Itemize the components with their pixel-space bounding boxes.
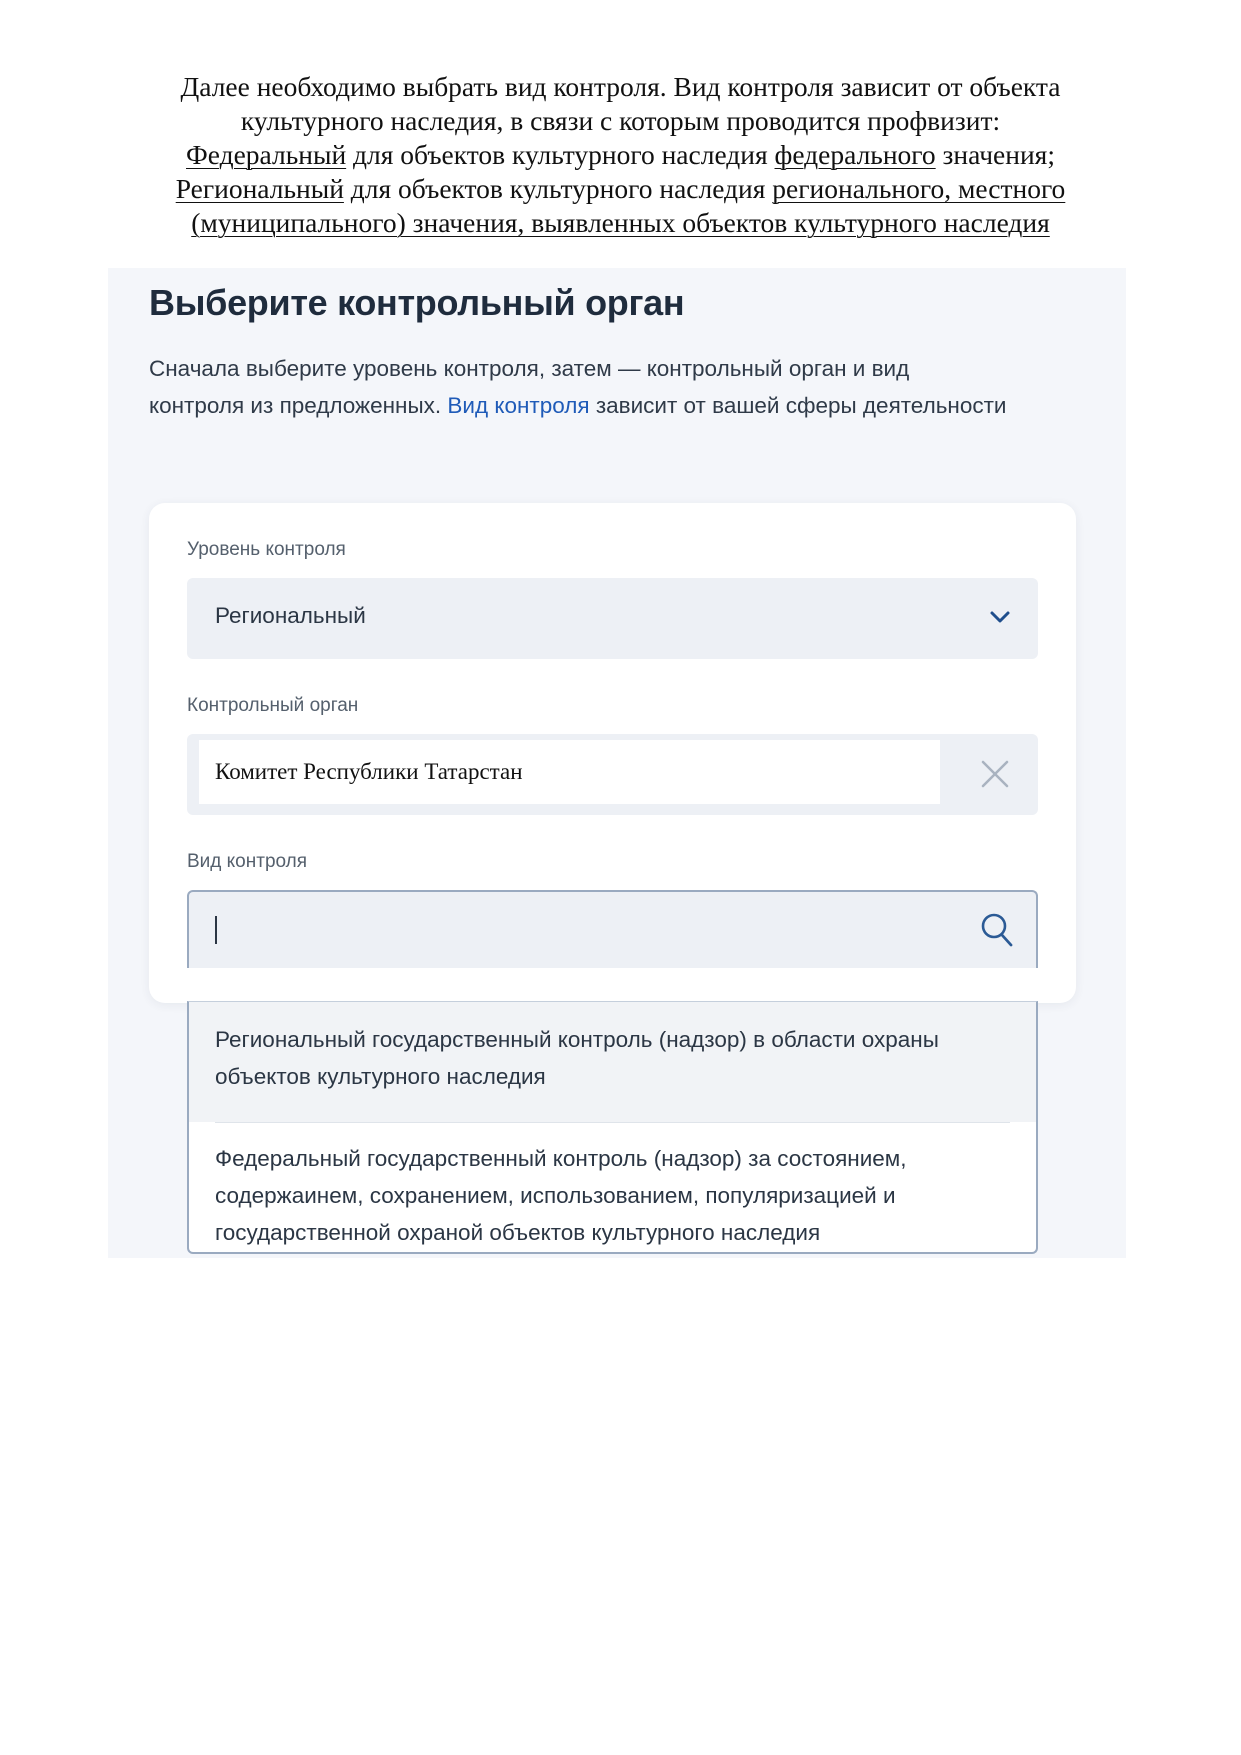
organ-label: Контрольный орган [187, 695, 359, 716]
form-card [149, 503, 1076, 1003]
kind-label: Вид контроля [187, 851, 308, 872]
kind-search-input[interactable] [187, 890, 1038, 968]
organ-field [187, 734, 1038, 815]
chevron-down-icon[interactable] [988, 608, 1012, 626]
text-caret [215, 916, 217, 944]
page-subtitle [149, 350, 1009, 424]
intro-line-1: Далее необходимо выбрать вид контроля. Вид контроля зависит от объекта [180, 71, 1061, 102]
level-select[interactable] [187, 578, 1038, 659]
intro-regional-term: Региональный [175, 173, 344, 204]
intro-line-3 [60, 138, 1181, 172]
intro-line-3-mid: для объектов культурного наследия [346, 139, 775, 170]
intro-line-3-end: значения; [935, 139, 1055, 170]
intro-municipal-significance: (муниципального) значения, выявленных объектов культурного наследия [191, 207, 1050, 238]
page-title: Выберите контрольный орган [149, 282, 685, 323]
kind-options-list [187, 1001, 1038, 1254]
intro-federal-significance: федерального [774, 139, 936, 170]
level-label: Уровень контроля [187, 539, 346, 560]
subtitle-text-start: Сначала выберите уровень контроля, затем — контрольный орган и вид контроля из предложенных. [149, 356, 910, 418]
kind-of-control-link[interactable]: Вид контроля [447, 393, 590, 418]
subtitle-text-end: зависит от вашей сферы деятельности [589, 393, 1007, 418]
intro-federal-term: Федеральный [186, 139, 347, 170]
intro-line-2: культурного наследия, в связи с которым проводится профвизит: [240, 105, 1001, 136]
screenshot-panel [108, 268, 1126, 1258]
close-icon[interactable] [978, 757, 1012, 791]
intro-line-4 [60, 172, 1181, 206]
organ-input[interactable] [199, 740, 940, 804]
kind-option-federal[interactable]: Федеральный государственный контроль (надзор) за состоянием, содержаинем, сохранением, использованием, популяризацией и государственной охраной объектов культурного наследия [215, 1146, 907, 1245]
intro-text [60, 70, 1181, 240]
kind-option-regional[interactable]: Региональный государственный контроль (надзор) в области охраны объектов культурного наследия [189, 1002, 1036, 1122]
search-icon[interactable] [980, 912, 1014, 948]
intro-regional-significance: регионального, местного [772, 173, 1066, 204]
level-select-value: Региональный [215, 603, 366, 628]
intro-line-5 [60, 206, 1181, 240]
intro-line-4-mid: для объектов культурного наследия [343, 173, 773, 204]
